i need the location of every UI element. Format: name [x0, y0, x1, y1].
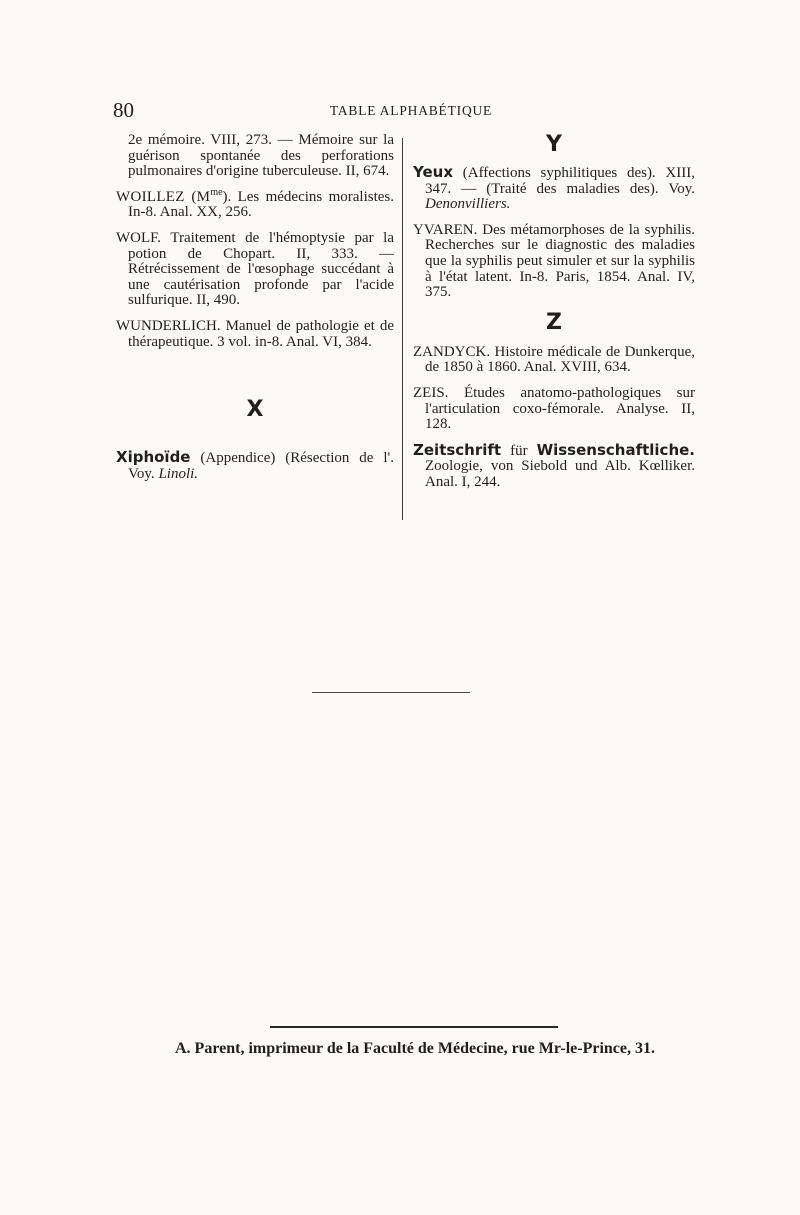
entry-text: ). Les médecins moralistes. In-8. Anal. XX, 256. [128, 188, 394, 221]
running-title: TABLE ALPHABÉTIQUE [329, 103, 493, 118]
section-letter-y: Y [546, 132, 562, 157]
entry-text: Zoologie, von Siebold und Alb. Kœlliker. Anal. I, 244. [425, 458, 695, 490]
section-letter-x: X [246, 397, 264, 423]
section-letter-z: Z [546, 309, 562, 335]
entry-head: Zeitschrift [413, 440, 502, 459]
entry-head-continued: Wissenschaftliche. [536, 440, 695, 459]
entry-head: Yeux [413, 163, 454, 181]
index-entry-yeux [413, 165, 695, 213]
index-entry-woillez [116, 186, 394, 221]
end-of-index-rule [312, 692, 470, 693]
entry-reference: Linoli. [158, 465, 199, 482]
entry-text: (Appendice) (Résection de l'. Voy. [128, 450, 394, 482]
entry-text: für [501, 442, 537, 459]
index-entry-zandyck: ZANDYCK. Histoire médicale de Dunkerque, de 1850 à 1860. Anal. XVIII, 634. [413, 343, 695, 376]
index-entry-zeitschrift [413, 440, 695, 491]
entry-superscript: me [210, 186, 223, 198]
imprint-rule [270, 1026, 558, 1028]
index-entry-continuation: 2e mémoire. VIII, 273. — Mémoire sur la guérison spontanée des perforations pulmonaires d'origine tuberculeuse. II, 674. [128, 132, 394, 180]
printer-imprint: A. Parent, imprimeur de la Faculté de Médecine, rue Mr-le-Prince, 31. [174, 1040, 655, 1057]
index-entry-xiphoide [116, 450, 394, 482]
entry-head: Xiphoïde [116, 448, 191, 467]
index-entry-wolf: WOLF. Traitement de l'hémoptysie par la potion de Chopart. II, 333. — Rétrécissement de l'œsophage succédant à une cautérisation profonde par l'acide sulfurique. II, 490. [116, 229, 394, 309]
index-entry-zeis: ZEIS. Études anatomo-pathologiques sur l'articulation coxo-fémorale. Analyse. II, 128. [413, 384, 695, 433]
right-column [413, 133, 695, 501]
index-entry-wunderlich: WUNDERLICH. Manuel de pathologie et de thérapeutique. 3 vol. in-8. Anal. VI, 384. [116, 317, 394, 350]
entry-head: WOILLEZ (M [116, 188, 211, 205]
page-number: 80 [113, 98, 134, 122]
left-column [116, 133, 394, 492]
entry-reference: Denonvilliers. [425, 196, 511, 213]
entry-text: (Affections syphilitiques des). XIII, 347. — (Traité des maladies des). Voy. [425, 165, 695, 197]
index-entry-yvaren: YVAREN. Des métamorphoses de la syphilis. Recherches sur le diagnostic des maladies que la syphilis peut simuler et sur la syphilis à l'état latent. In-8. Paris, 1854. Anal. IV, 375. [413, 221, 695, 301]
column-divider [402, 138, 403, 520]
